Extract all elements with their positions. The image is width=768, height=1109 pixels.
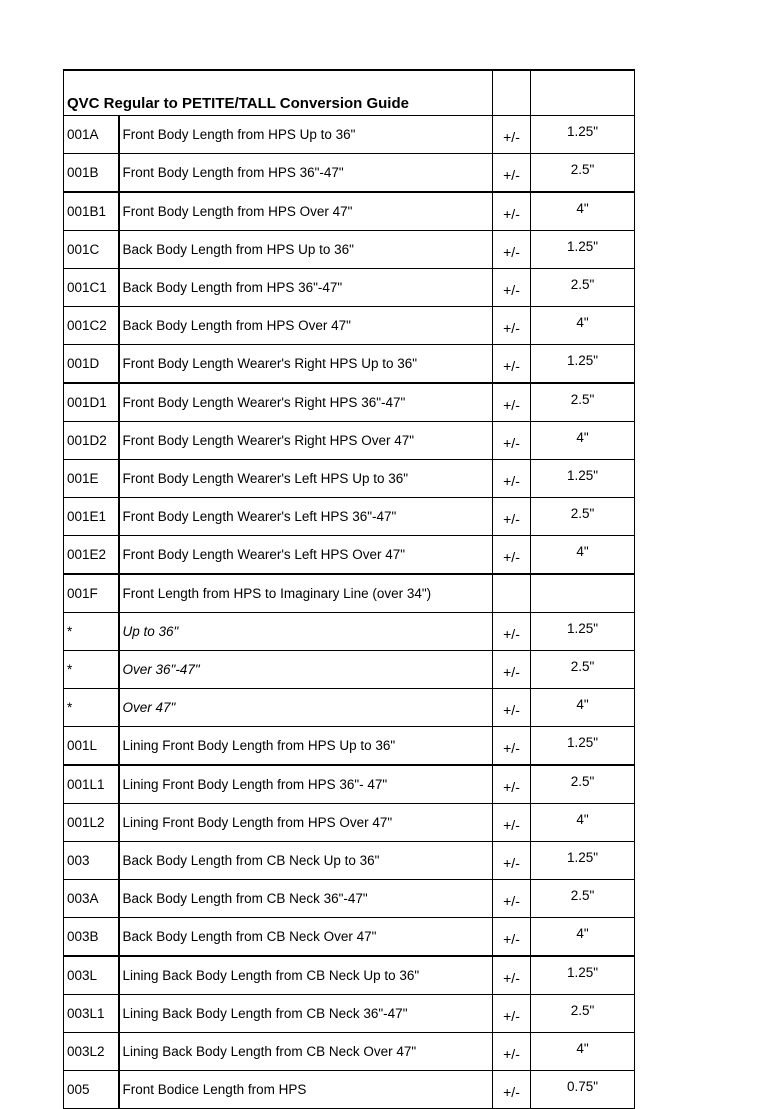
- row-description: Lining Back Body Length from CB Neck Over 47": [119, 1033, 493, 1071]
- table-row: [64, 956, 635, 995]
- row-value: 2.5": [531, 269, 635, 307]
- row-code: 003L1: [64, 995, 119, 1033]
- row-tolerance-sign: +/-: [493, 192, 531, 231]
- conversion-guide-table: [63, 69, 635, 1109]
- row-value: 1.25": [531, 613, 635, 651]
- table-row: [64, 498, 635, 536]
- row-code: 003L: [64, 956, 119, 995]
- row-description: Back Body Length from CB Neck Up to 36": [119, 842, 493, 880]
- row-description: Lining Front Body Length from HPS Up to 36": [119, 727, 493, 766]
- row-value: 1.25": [531, 345, 635, 384]
- row-value: 1.25": [531, 956, 635, 995]
- table-row: [64, 231, 635, 269]
- row-description: Front Body Length from HPS Up to 36": [119, 116, 493, 154]
- table-row: [64, 918, 635, 957]
- row-description: Front Body Length Wearer's Right HPS Up to 36": [119, 345, 493, 384]
- table-row: [64, 995, 635, 1033]
- row-value: 2.5": [531, 154, 635, 193]
- row-value: 2.5": [531, 765, 635, 804]
- row-value: 4": [531, 307, 635, 345]
- table-row: [64, 269, 635, 307]
- row-code: 001L2: [64, 804, 119, 842]
- row-code: 003A: [64, 880, 119, 918]
- row-description: Back Body Length from CB Neck Over 47": [119, 918, 493, 957]
- row-tolerance-sign: [493, 574, 531, 613]
- row-code: 001F: [64, 574, 119, 613]
- row-value: 4": [531, 689, 635, 727]
- row-tolerance-sign: +/-: [493, 269, 531, 307]
- row-description: Front Body Length Wearer's Right HPS Over 47": [119, 422, 493, 460]
- row-description: Over 47": [119, 689, 493, 727]
- row-code: 001E1: [64, 498, 119, 536]
- row-tolerance-sign: +/-: [493, 154, 531, 193]
- row-value: 1.25": [531, 460, 635, 498]
- row-code: 001D2: [64, 422, 119, 460]
- row-tolerance-sign: +/-: [493, 1071, 531, 1109]
- table-row: [64, 116, 635, 154]
- row-code: 003L2: [64, 1033, 119, 1071]
- row-code: 001C: [64, 231, 119, 269]
- table-row: [64, 345, 635, 384]
- row-tolerance-sign: +/-: [493, 727, 531, 766]
- row-tolerance-sign: +/-: [493, 460, 531, 498]
- table-row: [64, 651, 635, 689]
- row-value: 1.25": [531, 231, 635, 269]
- row-description: Front Body Length from HPS 36"-47": [119, 154, 493, 193]
- row-description: Back Body Length from HPS 36"-47": [119, 269, 493, 307]
- row-description: Over 36"-47": [119, 651, 493, 689]
- table-row: [64, 154, 635, 193]
- row-tolerance-sign: +/-: [493, 613, 531, 651]
- row-description: Back Body Length from HPS Up to 36": [119, 231, 493, 269]
- row-value: 1.25": [531, 842, 635, 880]
- row-tolerance-sign: +/-: [493, 956, 531, 995]
- row-value: 1.25": [531, 727, 635, 766]
- row-code: 001A: [64, 116, 119, 154]
- row-code: 001B1: [64, 192, 119, 231]
- row-tolerance-sign: +/-: [493, 231, 531, 269]
- row-code: 001C1: [64, 269, 119, 307]
- row-description: Front Body Length Wearer's Left HPS Over 47": [119, 536, 493, 575]
- table-row: [64, 460, 635, 498]
- row-description: Front Body Length from HPS Over 47": [119, 192, 493, 231]
- row-tolerance-sign: +/-: [493, 689, 531, 727]
- row-code: 001L: [64, 727, 119, 766]
- table-row: [64, 192, 635, 231]
- row-value: 2.5": [531, 383, 635, 422]
- row-code: *: [64, 613, 119, 651]
- table-row: [64, 574, 635, 613]
- row-description: Lining Front Body Length from HPS Over 47": [119, 804, 493, 842]
- row-code: 003B: [64, 918, 119, 957]
- row-value: 1.25": [531, 116, 635, 154]
- table-row: [64, 422, 635, 460]
- row-description: Back Body Length from CB Neck 36"-47": [119, 880, 493, 918]
- table-row: [64, 727, 635, 766]
- document-title: QVC Regular to PETITE/TALL Conversion Guide: [64, 70, 493, 116]
- table-row: [64, 689, 635, 727]
- row-tolerance-sign: +/-: [493, 880, 531, 918]
- title-blank-cell: [531, 70, 635, 116]
- row-tolerance-sign: +/-: [493, 383, 531, 422]
- table-row: [64, 383, 635, 422]
- row-description: Front Length from HPS to Imaginary Line (over 34"): [119, 574, 493, 613]
- row-code: 001E: [64, 460, 119, 498]
- row-tolerance-sign: +/-: [493, 498, 531, 536]
- title-blank-cell: [493, 70, 531, 116]
- row-code: 001C2: [64, 307, 119, 345]
- row-tolerance-sign: +/-: [493, 995, 531, 1033]
- row-tolerance-sign: +/-: [493, 765, 531, 804]
- row-code: *: [64, 651, 119, 689]
- row-value: 4": [531, 536, 635, 575]
- table-row: [64, 1033, 635, 1071]
- table-row: [64, 307, 635, 345]
- row-description: Up to 36": [119, 613, 493, 651]
- table-row: [64, 880, 635, 918]
- row-tolerance-sign: +/-: [493, 345, 531, 384]
- row-value: 2.5": [531, 498, 635, 536]
- row-tolerance-sign: +/-: [493, 804, 531, 842]
- row-value: 2.5": [531, 880, 635, 918]
- row-value: 4": [531, 422, 635, 460]
- table-row: [64, 765, 635, 804]
- row-description: Front Body Length Wearer's Left HPS Up to 36": [119, 460, 493, 498]
- row-code: 001D1: [64, 383, 119, 422]
- row-code: 005: [64, 1071, 119, 1109]
- row-tolerance-sign: +/-: [493, 842, 531, 880]
- row-value: 4": [531, 1033, 635, 1071]
- row-tolerance-sign: +/-: [493, 1033, 531, 1071]
- row-tolerance-sign: +/-: [493, 918, 531, 957]
- table-row: [64, 804, 635, 842]
- row-value: 0.75": [531, 1071, 635, 1109]
- title-row: [64, 70, 635, 116]
- row-value: [531, 574, 635, 613]
- row-tolerance-sign: +/-: [493, 116, 531, 154]
- row-tolerance-sign: +/-: [493, 307, 531, 345]
- table-row: [64, 1071, 635, 1109]
- row-value: 4": [531, 192, 635, 231]
- row-description: Lining Back Body Length from CB Neck 36"-47": [119, 995, 493, 1033]
- row-value: 4": [531, 804, 635, 842]
- row-description: Front Body Length Wearer's Left HPS 36"-47": [119, 498, 493, 536]
- row-tolerance-sign: +/-: [493, 536, 531, 575]
- row-description: Front Bodice Length from HPS: [119, 1071, 493, 1109]
- row-description: Front Body Length Wearer's Right HPS 36"-47": [119, 383, 493, 422]
- row-value: 2.5": [531, 995, 635, 1033]
- row-tolerance-sign: +/-: [493, 422, 531, 460]
- table-row: [64, 536, 635, 575]
- row-description: Lining Back Body Length from CB Neck Up to 36": [119, 956, 493, 995]
- row-description: Lining Front Body Length from HPS 36"- 47": [119, 765, 493, 804]
- row-code: 001E2: [64, 536, 119, 575]
- row-code: 003: [64, 842, 119, 880]
- table-row: [64, 613, 635, 651]
- row-code: 001D: [64, 345, 119, 384]
- row-description: Back Body Length from HPS Over 47": [119, 307, 493, 345]
- row-tolerance-sign: +/-: [493, 651, 531, 689]
- row-value: 2.5": [531, 651, 635, 689]
- table-row: [64, 842, 635, 880]
- row-code: 001B: [64, 154, 119, 193]
- row-code: 001L1: [64, 765, 119, 804]
- row-value: 4": [531, 918, 635, 957]
- row-code: *: [64, 689, 119, 727]
